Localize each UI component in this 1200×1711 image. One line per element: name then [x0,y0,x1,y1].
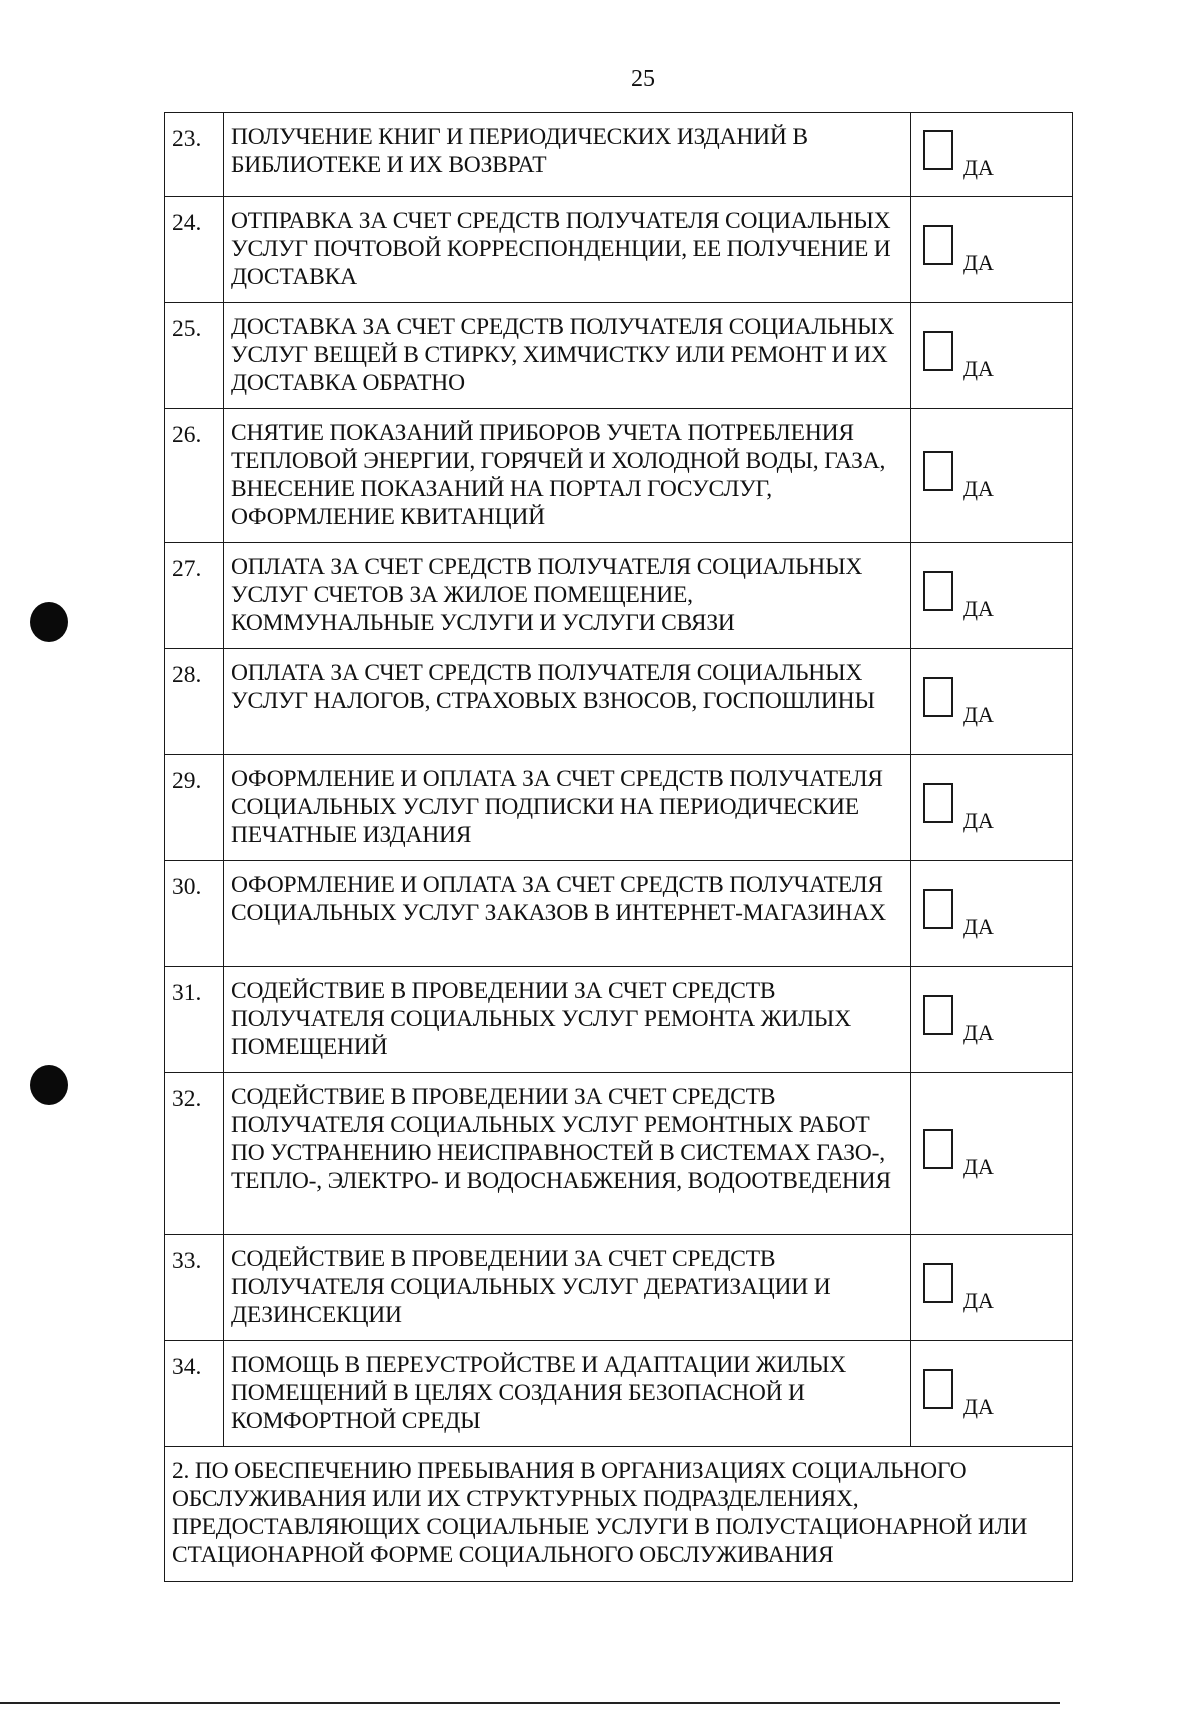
checkbox-cell [911,197,1073,303]
row-description: СОДЕЙСТВИЕ В ПРОВЕДЕНИИ ЗА СЧЕТ СРЕДСТВ ПОЛУЧАТЕЛЯ СОЦИАЛЬНЫХ УСЛУГ РЕМОНТА ЖИЛЫХ ПОМЕЩЕНИЙ [224,967,911,1073]
row-description: СНЯТИЕ ПОКАЗАНИЙ ПРИБОРОВ УЧЕТА ПОТРЕБЛЕНИЯ ТЕПЛОВОЙ ЭНЕРГИИ, ГОРЯЧЕЙ И ХОЛОДНОЙ ВОДЫ, ГАЗА, ВНЕСЕНИЕ ПОКАЗАНИЙ НА ПОРТАЛ ГОСУСЛУГ, ОФОРМЛЕНИЕ КВИТАНЦИЙ [224,409,911,543]
checkbox-label: ДА [963,154,994,180]
table-row [165,861,1073,967]
yes-checkbox[interactable] [923,995,953,1035]
checkbox-label: ДА [963,1393,994,1419]
row-description: СОДЕЙСТВИЕ В ПРОВЕДЕНИИ ЗА СЧЕТ СРЕДСТВ ПОЛУЧАТЕЛЯ СОЦИАЛЬНЫХ УСЛУГ ДЕРАТИЗАЦИИ И ДЕЗИНСЕКЦИИ [224,1235,911,1341]
checkbox-label: ДА [963,1287,994,1313]
checkbox-group [923,451,1072,501]
yes-checkbox[interactable] [923,677,953,717]
row-number: 28. [165,649,224,755]
yes-checkbox[interactable] [923,783,953,823]
row-description: ПОЛУЧЕНИЕ КНИГ И ПЕРИОДИЧЕСКИХ ИЗДАНИЙ В БИБЛИОТЕКЕ И ИХ ВОЗВРАТ [224,113,911,197]
checkbox-label: ДА [963,475,994,501]
row-description: ОПЛАТА ЗА СЧЕТ СРЕДСТВ ПОЛУЧАТЕЛЯ СОЦИАЛЬНЫХ УСЛУГ НАЛОГОВ, СТРАХОВЫХ ВЗНОСОВ, ГОСПОШЛИНЫ [224,649,911,755]
row-description: ОТПРАВКА ЗА СЧЕТ СРЕДСТВ ПОЛУЧАТЕЛЯ СОЦИАЛЬНЫХ УСЛУГ ПОЧТОВОЙ КОРРЕСПОНДЕНЦИИ, ЕЕ ПОЛУЧЕНИЕ И ДОСТАВКА [224,197,911,303]
checkbox-cell [911,303,1073,409]
table-row [165,409,1073,543]
checkbox-group [923,889,1072,939]
yes-checkbox[interactable] [923,571,953,611]
checkbox-cell [911,1341,1073,1447]
checkbox-cell [911,967,1073,1073]
checkbox-label: ДА [963,1019,994,1045]
checkbox-group [923,783,1072,833]
checkbox-cell [911,543,1073,649]
yes-checkbox[interactable] [923,451,953,491]
row-number: 29. [165,755,224,861]
section-row [165,1447,1073,1582]
checkbox-label: ДА [963,249,994,275]
punch-hole-upper [30,602,68,642]
yes-checkbox[interactable] [923,1129,953,1169]
row-number: 33. [165,1235,224,1341]
table-row [165,197,1073,303]
checkbox-cell [911,113,1073,197]
table-row [165,755,1073,861]
yes-checkbox[interactable] [923,130,953,170]
checkbox-label: ДА [963,595,994,621]
table-row [165,303,1073,409]
row-number: 34. [165,1341,224,1447]
punch-hole-lower [30,1065,68,1105]
section-heading: 2. ПО ОБЕСПЕЧЕНИЮ ПРЕБЫВАНИЯ В ОРГАНИЗАЦИЯХ СОЦИАЛЬНОГО ОБСЛУЖИВАНИЯ ИЛИ ИХ СТРУКТУРНЫХ ПОДРАЗДЕЛЕНИЯХ, ПРЕДОСТАВЛЯЮЩИХ СОЦИАЛЬНЫЕ УСЛУГИ В ПОЛУСТАЦИОНАРНОЙ ИЛИ СТАЦИОНАРНОЙ ФОРМЕ СОЦИАЛЬНОГО ОБСЛУЖИВАНИЯ [165,1447,1073,1582]
row-number: 23. [165,113,224,197]
checkbox-cell [911,861,1073,967]
checkbox-label: ДА [963,807,994,833]
table-row [165,1235,1073,1341]
table-row [165,543,1073,649]
checkbox-group [923,571,1072,621]
row-description: ПОМОЩЬ В ПЕРЕУСТРОЙСТВЕ И АДАПТАЦИИ ЖИЛЫХ ПОМЕЩЕНИЙ В ЦЕЛЯХ СОЗДАНИЯ БЕЗОПАСНОЙ И КОМФОРТНОЙ СРЕДЫ [224,1341,911,1447]
yes-checkbox[interactable] [923,1369,953,1409]
page-number: 25 [631,66,655,92]
row-number: 24. [165,197,224,303]
services-table [164,112,1073,1582]
checkbox-group [923,1369,1072,1419]
checkbox-group [923,1263,1072,1313]
checkbox-label: ДА [963,355,994,381]
row-description: ОПЛАТА ЗА СЧЕТ СРЕДСТВ ПОЛУЧАТЕЛЯ СОЦИАЛЬНЫХ УСЛУГ СЧЕТОВ ЗА ЖИЛОЕ ПОМЕЩЕНИЕ, КОММУНАЛЬНЫЕ УСЛУГИ И УСЛУГИ СВЯЗИ [224,543,911,649]
row-number: 30. [165,861,224,967]
table-row [165,967,1073,1073]
table-row [165,649,1073,755]
yes-checkbox[interactable] [923,1263,953,1303]
checkbox-group [923,677,1072,727]
checkbox-label: ДА [963,701,994,727]
yes-checkbox[interactable] [923,331,953,371]
row-description: ДОСТАВКА ЗА СЧЕТ СРЕДСТВ ПОЛУЧАТЕЛЯ СОЦИАЛЬНЫХ УСЛУГ ВЕЩЕЙ В СТИРКУ, ХИМЧИСТКУ ИЛИ РЕМОНТ И ИХ ДОСТАВКА ОБРАТНО [224,303,911,409]
table-row [165,1073,1073,1235]
row-description: ОФОРМЛЕНИЕ И ОПЛАТА ЗА СЧЕТ СРЕДСТВ ПОЛУЧАТЕЛЯ СОЦИАЛЬНЫХ УСЛУГ ЗАКАЗОВ В ИНТЕРНЕТ-МАГАЗИНАХ [224,861,911,967]
checkbox-label: ДА [963,913,994,939]
row-description: СОДЕЙСТВИЕ В ПРОВЕДЕНИИ ЗА СЧЕТ СРЕДСТВ ПОЛУЧАТЕЛЯ СОЦИАЛЬНЫХ УСЛУГ РЕМОНТНЫХ РАБОТ ПО УСТРАНЕНИЮ НЕИСПРАВНОСТЕЙ В СИСТЕМАХ ГАЗО-, ТЕПЛО-, ЭЛЕКТРО- И ВОДОСНАБЖЕНИЯ, ВОДООТВЕДЕНИЯ [224,1073,911,1235]
checkbox-cell [911,409,1073,543]
row-number: 25. [165,303,224,409]
table-row [165,1341,1073,1447]
yes-checkbox[interactable] [923,889,953,929]
checkbox-group [923,1129,1072,1179]
checkbox-group [923,130,1072,180]
checkbox-cell [911,1073,1073,1235]
checkbox-cell [911,755,1073,861]
checkbox-label: ДА [963,1153,994,1179]
row-number: 27. [165,543,224,649]
row-number: 26. [165,409,224,543]
table-row [165,113,1073,197]
row-description: ОФОРМЛЕНИЕ И ОПЛАТА ЗА СЧЕТ СРЕДСТВ ПОЛУЧАТЕЛЯ СОЦИАЛЬНЫХ УСЛУГ ПОДПИСКИ НА ПЕРИОДИЧЕСКИЕ ПЕЧАТНЫЕ ИЗДАНИЯ [224,755,911,861]
bottom-edge-rule [0,1702,1060,1704]
checkbox-cell [911,649,1073,755]
checkbox-group [923,225,1072,275]
checkbox-group [923,995,1072,1045]
yes-checkbox[interactable] [923,225,953,265]
row-number: 31. [165,967,224,1073]
checkbox-group [923,331,1072,381]
row-number: 32. [165,1073,224,1235]
checkbox-cell [911,1235,1073,1341]
